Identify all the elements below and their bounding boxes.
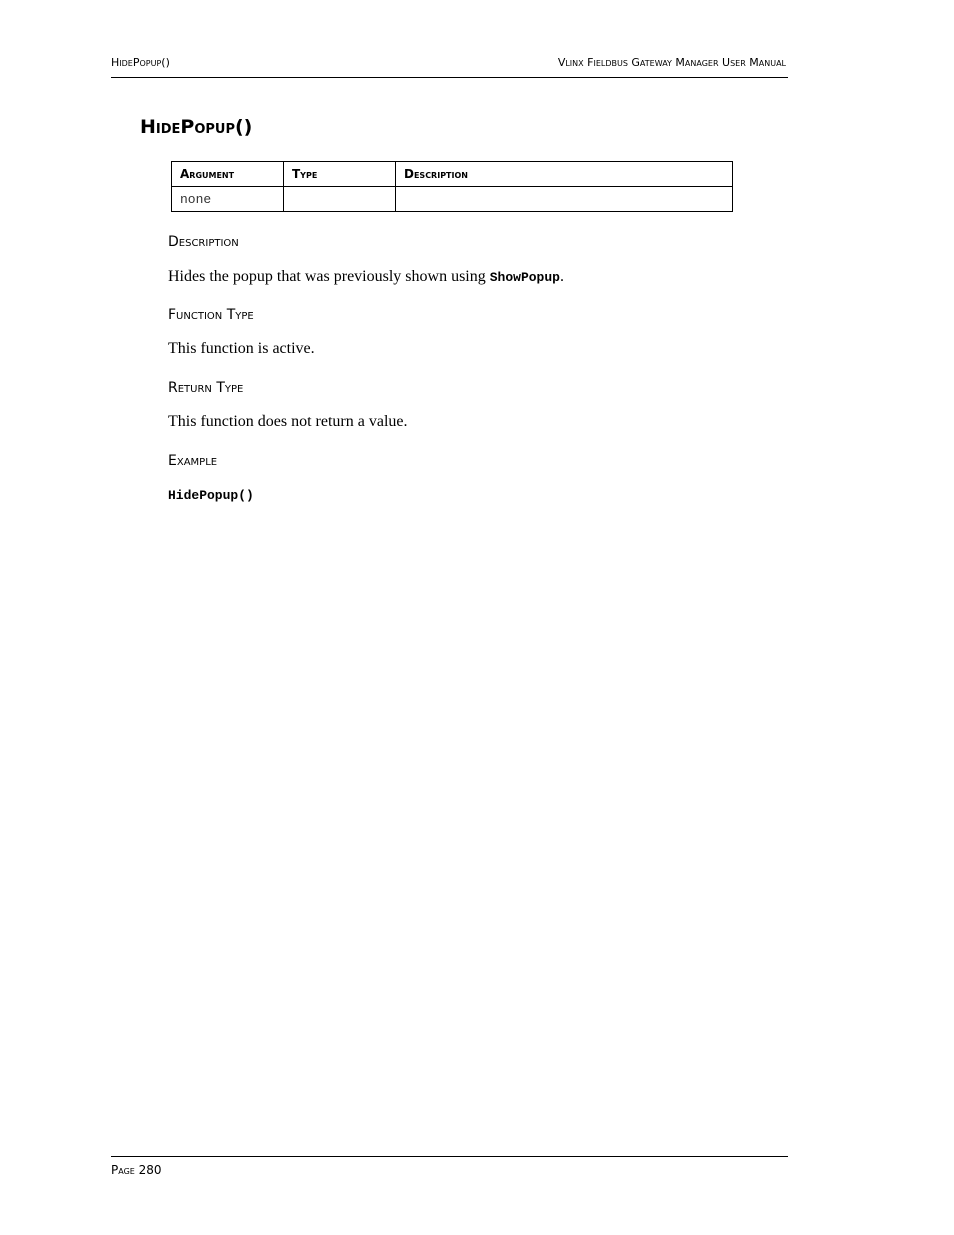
page-number: 280	[138, 1163, 162, 1177]
return-type-heading: Return Type	[168, 380, 244, 396]
column-header-description: Description	[396, 162, 733, 187]
example-code: HidePopup()	[168, 488, 254, 503]
page-footer	[111, 1156, 788, 1177]
description-text	[168, 268, 564, 286]
description-heading: Description	[168, 234, 239, 250]
header-manual-title: Vlinx Fieldbus Gateway Manager User Manual	[557, 56, 786, 69]
page-header	[111, 56, 788, 78]
table-header-row	[172, 162, 733, 187]
cell-type	[284, 187, 396, 212]
cell-argument: none	[172, 187, 284, 212]
showpopup-code: ShowPopup	[489, 270, 560, 285]
column-header-argument: Argument	[172, 162, 284, 187]
cell-description	[396, 187, 733, 212]
return-type-text: This function does not return a value.	[168, 413, 408, 430]
function-type-text: This function is active.	[168, 340, 315, 357]
table-row	[172, 187, 733, 212]
function-type-heading: Function Type	[168, 307, 254, 323]
header-section-title: HidePopup()	[111, 56, 170, 69]
example-heading: Example	[168, 453, 218, 469]
description-text-before: Hides the popup that was previously shown using	[168, 268, 490, 285]
arguments-table	[171, 161, 733, 212]
column-header-type: Type	[284, 162, 396, 187]
page-label: Page	[111, 1163, 135, 1177]
page-title: HidePopup()	[140, 116, 253, 138]
description-text-after: .	[559, 268, 564, 285]
